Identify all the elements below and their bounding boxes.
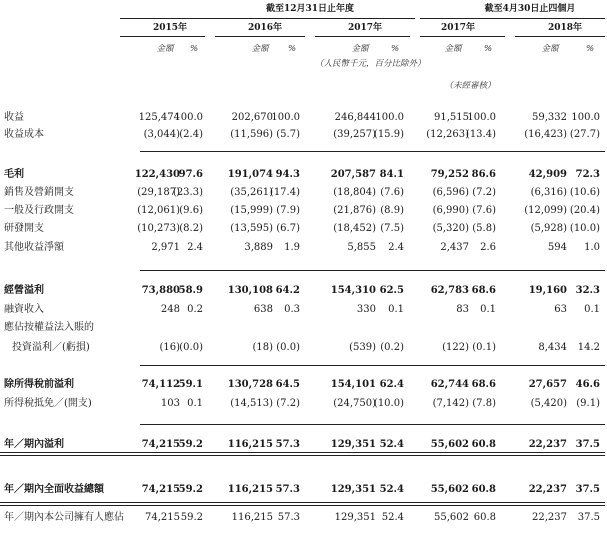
row-label: 年／期內全面收益總額 (4, 484, 104, 495)
amount-cell: (3,044) (143, 129, 180, 140)
amount-cell: (11,596) (230, 129, 273, 140)
percent-cell: 57.3 (275, 439, 300, 450)
percent-cell: 32.3 (575, 285, 600, 296)
amount-cell: 79,252 (430, 169, 469, 180)
percent-cell: 100.0 (375, 112, 404, 123)
rule-after-cost (140, 151, 605, 152)
percent-cell: (8.9) (380, 205, 404, 216)
year-rule (515, 36, 605, 37)
percent-cell: 0.2 (187, 304, 203, 315)
amount-cell: 74,215 (141, 484, 180, 495)
amount-header: 金額 (156, 44, 174, 54)
percent-cell: (2.4) (179, 129, 203, 140)
percent-cell: 2.4 (187, 242, 203, 253)
percent-cell: 72.3 (575, 169, 600, 180)
percent-cell: 68.6 (471, 379, 496, 390)
amount-cell: 129,351 (330, 439, 376, 450)
percent-header: % (585, 44, 595, 54)
percent-header: % (189, 44, 199, 54)
percent-cell: 100.0 (571, 112, 600, 123)
amount-cell: 202,670 (231, 112, 273, 123)
row-label: 銷售及營銷開支 (4, 187, 74, 198)
unaudited-note: （未經審核） (444, 81, 496, 91)
amount-cell: 248 (160, 304, 180, 315)
amount-cell: 59,332 (532, 112, 567, 123)
percent-cell: 0.1 (187, 398, 203, 409)
percent-cell: 100.0 (174, 112, 203, 123)
header-four-months: 截至4月30日止四個月 (484, 4, 576, 14)
percent-cell: 14.2 (577, 342, 600, 353)
amount-cell: 83 (456, 304, 469, 315)
row-label: 收益成本 (4, 129, 44, 140)
amount-cell: 91,515 (434, 112, 469, 123)
amount-header: 金額 (444, 44, 462, 54)
percent-cell: (7.2) (276, 398, 300, 409)
percent-cell: 100.0 (271, 112, 300, 123)
row-label: 研發開支 (4, 223, 44, 234)
amount-cell: 2,437 (440, 242, 469, 253)
percent-cell: 59.2 (178, 439, 203, 450)
percent-cell: 59.2 (178, 484, 203, 495)
amount-cell: 62,783 (430, 285, 469, 296)
amount-cell: 3,889 (244, 242, 273, 253)
percent-cell: (0.1) (472, 342, 496, 353)
amount-cell: (21,876) (333, 205, 376, 216)
year-rule (315, 36, 410, 37)
amount-cell: (6,316) (530, 187, 567, 198)
percent-cell: (20.4) (569, 205, 600, 216)
percent-header: % (287, 44, 297, 54)
row-label: 經營溢利 (4, 285, 44, 296)
row-label: 年／期內本公司擁有人應佔 (4, 512, 124, 523)
percent-cell: 62.5 (379, 285, 404, 296)
percent-cell: (7.9) (276, 205, 300, 216)
year-2017-four-months: 2017年 (440, 23, 476, 33)
percent-cell: 59.2 (180, 512, 203, 523)
percent-cell: 60.8 (471, 439, 496, 450)
unit-note: （人民幣千元，百分比除外） (315, 59, 426, 69)
year-rule (120, 36, 205, 37)
percent-cell: (0.0) (179, 342, 203, 353)
amount-cell: 154,310 (330, 285, 376, 296)
amount-cell: (29,187) (137, 187, 180, 198)
percent-cell: (15.9) (373, 129, 404, 140)
percent-cell: (23.3) (172, 187, 203, 198)
percent-cell: 1.0 (584, 242, 600, 253)
percent-cell: 86.6 (471, 169, 496, 180)
percent-cell: (10.0) (569, 223, 600, 234)
percent-cell: 52.4 (379, 439, 404, 450)
percent-cell: 62.4 (379, 379, 404, 390)
percent-header: % (483, 44, 493, 54)
amount-cell: 22,237 (532, 512, 567, 523)
percent-cell: (7.6) (472, 205, 496, 216)
percent-cell: (0.2) (380, 342, 404, 353)
year-2016: 2016年 (247, 23, 283, 33)
amount-cell: 116,215 (231, 512, 273, 523)
percent-cell: 2.6 (480, 242, 496, 253)
percent-cell: (7.8) (472, 398, 496, 409)
amount-cell: (12,061) (137, 205, 180, 216)
percent-cell: 0.1 (388, 304, 404, 315)
percent-cell: 0.3 (284, 304, 300, 315)
amount-cell: (39,257) (333, 129, 376, 140)
amount-cell: (16,423) (524, 129, 567, 140)
amount-cell: 125,474 (138, 112, 180, 123)
amount-cell: (13,595) (230, 223, 273, 234)
percent-cell: (0.0) (276, 342, 300, 353)
percent-cell: (7.6) (380, 187, 404, 198)
percent-header: % (390, 44, 400, 54)
percent-cell: (17.4) (269, 187, 300, 198)
percent-cell: (10.0) (373, 398, 404, 409)
amount-header: 金額 (351, 44, 369, 54)
percent-cell: (6.7) (276, 223, 300, 234)
amount-cell: 116,215 (227, 484, 273, 495)
amount-cell: 19,160 (528, 285, 567, 296)
amount-cell: (12,263) (426, 129, 469, 140)
percent-cell: 59.1 (178, 379, 203, 390)
rule-before-pretax (140, 365, 605, 366)
row-label: 融資收入 (4, 304, 44, 315)
percent-cell: 37.5 (577, 512, 600, 523)
year-rule (420, 36, 505, 37)
amount-cell: (24,750) (333, 398, 376, 409)
row-label: 收益 (4, 112, 24, 123)
percent-cell: (5.7) (276, 129, 300, 140)
amount-cell: (10,273) (137, 223, 180, 234)
amount-header: 金額 (251, 44, 269, 54)
double-rule (0, 502, 605, 506)
amount-cell: 129,351 (330, 484, 376, 495)
amount-cell: (7,142) (432, 398, 469, 409)
year-2017: 2017年 (347, 23, 383, 33)
row-label: 一般及行政開支 (4, 205, 74, 216)
amount-cell: 207,587 (330, 169, 376, 180)
header-rule-four-months (420, 18, 605, 19)
percent-cell: 60.8 (473, 512, 496, 523)
amount-cell: (15,999) (230, 205, 273, 216)
amount-cell: 2,971 (151, 242, 180, 253)
percent-cell: 68.6 (471, 285, 496, 296)
amount-cell: 63 (554, 304, 567, 315)
amount-cell: 8,434 (538, 342, 567, 353)
amount-cell: 55,602 (430, 439, 469, 450)
row-label: 應佔按權益法入賬的 (4, 322, 94, 333)
percent-cell: (7.2) (472, 187, 496, 198)
amount-cell: (18,804) (333, 187, 376, 198)
amount-cell: 129,351 (334, 512, 376, 523)
amount-cell: (16) (159, 342, 180, 353)
amount-cell: (6,990) (432, 205, 469, 216)
amount-cell: 27,657 (528, 379, 567, 390)
amount-cell: 330 (356, 304, 376, 315)
percent-cell: (13.4) (465, 129, 496, 140)
amount-cell: 22,237 (528, 484, 567, 495)
amount-cell: (14,513) (230, 398, 273, 409)
year-2018-four-months: 2018年 (547, 23, 583, 33)
percent-cell: 37.5 (575, 439, 600, 450)
year-2015: 2015年 (152, 23, 188, 33)
amount-cell: 246,844 (334, 112, 376, 123)
header-rule-year-end (120, 18, 415, 19)
percent-cell: (8.2) (179, 223, 203, 234)
percent-cell: (27.7) (569, 129, 600, 140)
percent-cell: 46.6 (575, 379, 600, 390)
amount-cell: (122) (442, 342, 469, 353)
percent-cell: 1.9 (284, 242, 300, 253)
percent-cell: 52.4 (379, 484, 404, 495)
amount-cell: 116,215 (227, 439, 273, 450)
percent-cell: 37.5 (575, 484, 600, 495)
year-rule (215, 36, 305, 37)
amount-cell: 130,728 (227, 379, 273, 390)
amount-cell: 594 (547, 242, 567, 253)
amount-cell: (539) (349, 342, 376, 353)
percent-cell: (10.6) (569, 187, 600, 198)
amount-cell: 42,909 (528, 169, 567, 180)
percent-cell: 57.3 (277, 512, 300, 523)
row-label: 年／期內溢利 (4, 439, 64, 450)
amount-cell: 191,074 (227, 169, 273, 180)
row-label: 除所得稅前溢利 (4, 379, 74, 390)
amount-cell: (5,420) (530, 398, 567, 409)
amount-cell: (35,261) (230, 187, 273, 198)
row-label: 投資溢利／(虧損) (12, 342, 90, 353)
amount-cell: 103 (160, 398, 180, 409)
amount-cell: 22,237 (528, 439, 567, 450)
percent-cell: (9.1) (576, 398, 600, 409)
percent-cell: 94.3 (275, 169, 300, 180)
amount-cell: 62,744 (430, 379, 469, 390)
percent-cell: 0.1 (480, 304, 496, 315)
amount-cell: 74,112 (141, 379, 180, 390)
rule-before-profit (140, 424, 605, 425)
row-label: 毛利 (4, 169, 24, 180)
amount-cell: 638 (253, 304, 273, 315)
amount-cell: 5,855 (347, 242, 376, 253)
row-label: 所得稅抵免／(開支) (4, 398, 92, 409)
percent-cell: 57.3 (275, 484, 300, 495)
amount-cell: 73,880 (141, 285, 180, 296)
percent-cell: 97.6 (178, 169, 203, 180)
percent-cell: 64.2 (275, 285, 300, 296)
percent-cell: 100.0 (467, 112, 496, 123)
amount-cell: (18) (252, 342, 273, 353)
amount-cell: 74,215 (141, 439, 180, 450)
percent-cell: (9.6) (179, 205, 203, 216)
amount-cell: (5,928) (530, 223, 567, 234)
percent-cell: 0.1 (584, 304, 600, 315)
amount-cell: 154,101 (330, 379, 376, 390)
percent-cell: 2.4 (388, 242, 404, 253)
percent-cell: (5.8) (472, 223, 496, 234)
amount-cell: (12,099) (524, 205, 567, 216)
amount-cell: (18,452) (333, 223, 376, 234)
rule-before-operating (140, 270, 605, 271)
percent-cell: 58.9 (178, 285, 203, 296)
amount-cell: 74,215 (145, 512, 180, 523)
percent-cell: 64.5 (275, 379, 300, 390)
amount-cell: (5,320) (432, 223, 469, 234)
amount-cell: 55,602 (430, 484, 469, 495)
amount-cell: 130,108 (227, 285, 273, 296)
percent-cell: 84.1 (379, 169, 404, 180)
header-year-end: 截至12月31日止年度 (265, 4, 355, 14)
amount-cell: (6,596) (432, 187, 469, 198)
double-rule (0, 452, 605, 456)
amount-cell: 55,602 (434, 512, 469, 523)
row-label: 其他收益淨額 (4, 242, 64, 253)
amount-cell: 122,430 (134, 169, 180, 180)
percent-cell: 52.4 (381, 512, 404, 523)
amount-header: 金額 (541, 44, 559, 54)
percent-cell: (7.5) (380, 223, 404, 234)
percent-cell: 60.8 (471, 484, 496, 495)
